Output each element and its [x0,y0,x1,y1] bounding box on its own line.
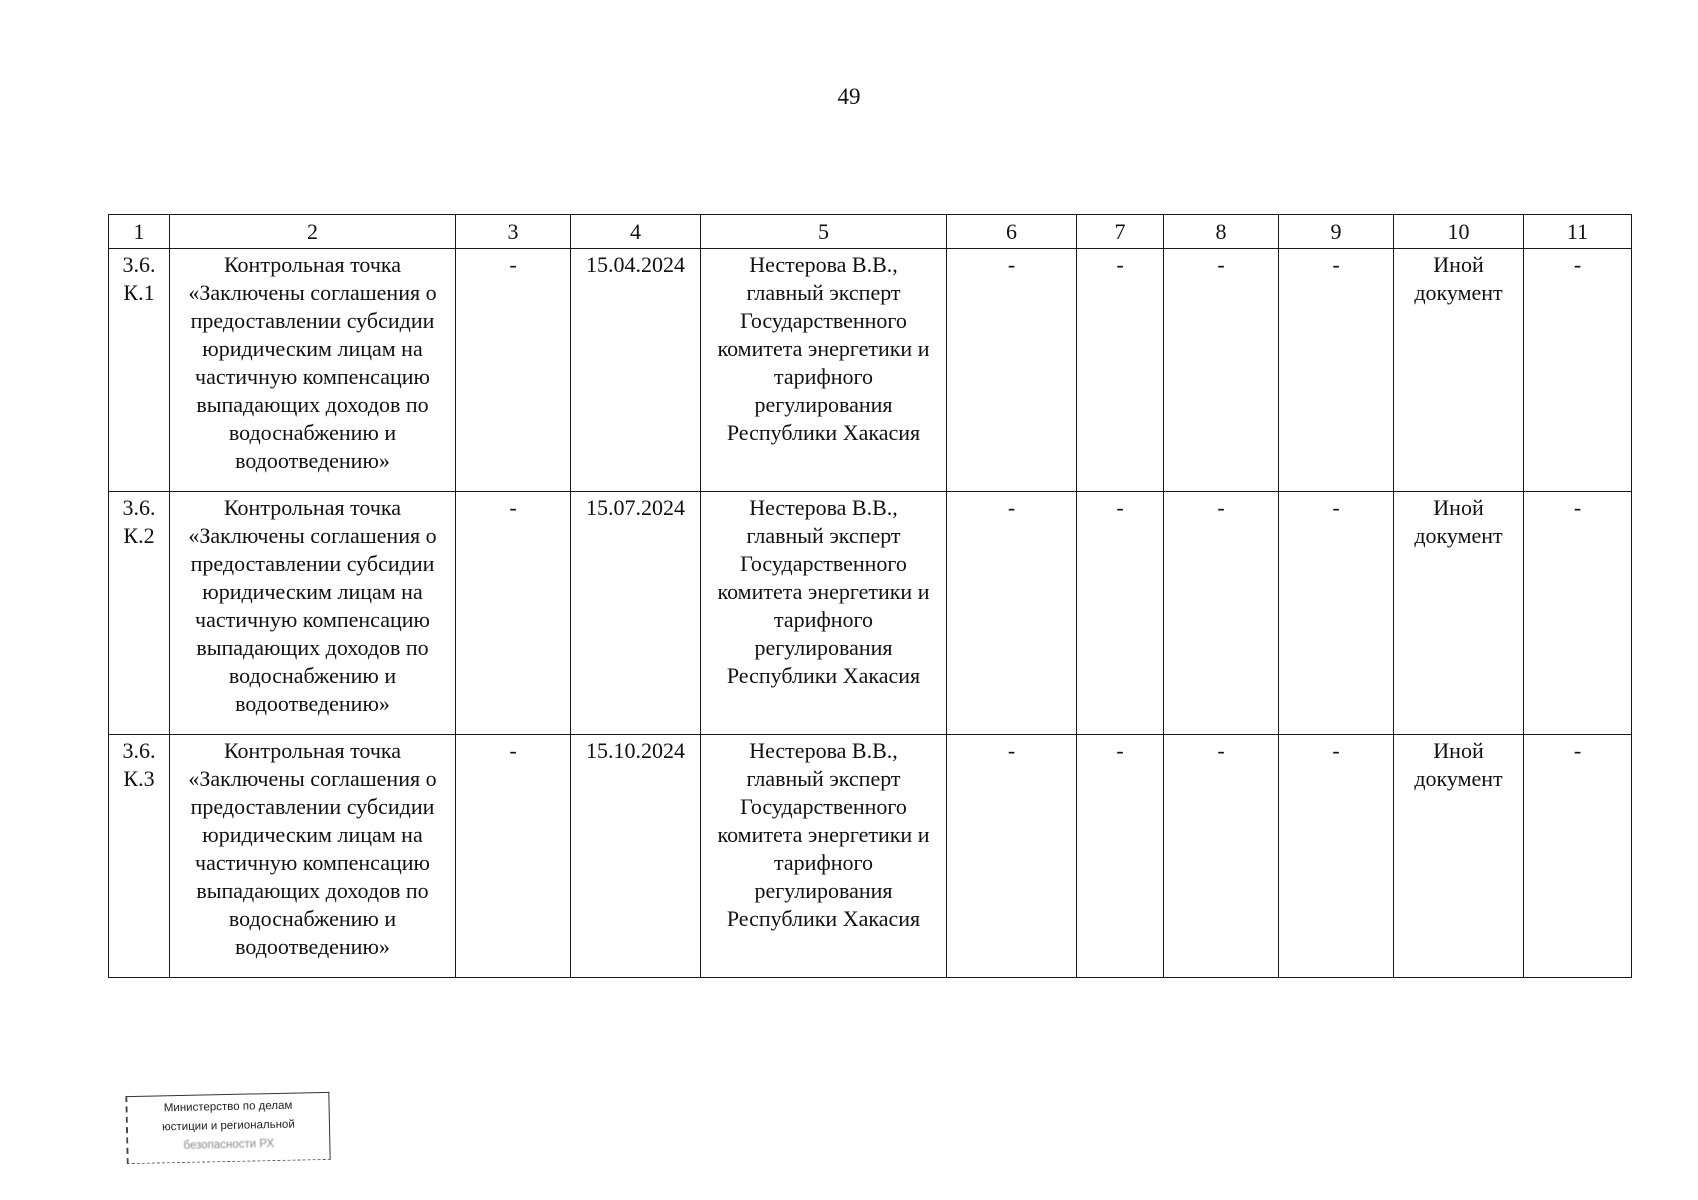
column-6-cell: - [947,249,1077,492]
document-type-cell: Иной документ [1394,249,1524,492]
column-6-cell: - [947,492,1077,735]
control-point-name-cell: Контрольная точка «Заключены соглашения о предоставлении субсидии юридическим лицам на частичную компенсацию выпадающих доходов по водоснабжению и водоотведению» [170,492,456,735]
column-11-cell: - [1524,735,1632,978]
table-header-row [109,215,1632,249]
column-header: 8 [1164,215,1279,249]
column-header: 3 [456,215,571,249]
table-row [109,735,1632,978]
column-header: 2 [170,215,456,249]
column-7-cell: - [1077,735,1164,978]
table-row [109,249,1632,492]
column-header: 6 [947,215,1077,249]
column-11-cell: - [1524,492,1632,735]
document-type-cell: Иной документ [1394,492,1524,735]
column-9-cell: - [1279,735,1394,978]
column-header: 7 [1077,215,1164,249]
control-point-name-cell: Контрольная точка «Заключены соглашения о предоставлении субсидии юридическим лицам на частичную компенсацию выпадающих доходов по водоснабжению и водоотведению» [170,735,456,978]
column-3-cell: - [456,735,571,978]
page-number: 49 [837,84,861,109]
stamp-line: юстиции и региональной [161,1118,295,1134]
responsible-person-cell: Нестерова В.В., главный эксперт Государственного комитета энергетики и тарифного регулирования Республики Хакасия [701,492,947,735]
column-header: 9 [1279,215,1394,249]
column-8-cell: - [1164,249,1279,492]
row-number-cell: 3.6. К.1 [109,249,170,492]
control-points-table [108,214,1632,978]
column-8-cell: - [1164,492,1279,735]
column-header: 4 [571,215,701,249]
column-7-cell: - [1077,492,1164,735]
responsible-person-cell: Нестерова В.В., главный эксперт Государственного комитета энергетики и тарифного регулирования Республики Хакасия [701,249,947,492]
control-point-name-cell: Контрольная точка «Заключены соглашения о предоставлении субсидии юридическим лицам на частичную компенсацию выпадающих доходов по водоснабжению и водоотведению» [170,249,456,492]
responsible-person-cell: Нестерова В.В., главный эксперт Государственного комитета энергетики и тарифного регулирования Республики Хакасия [701,735,947,978]
column-6-cell: - [947,735,1077,978]
deadline-date-cell: 15.10.2024 [571,735,701,978]
column-9-cell: - [1279,249,1394,492]
column-7-cell: - [1077,249,1164,492]
column-header: 1 [109,215,170,249]
row-number-cell: 3.6. К.3 [109,735,170,978]
column-header: 10 [1394,215,1524,249]
column-3-cell: - [456,249,571,492]
stamp-line: безопасности РХ [183,1138,275,1152]
column-9-cell: - [1279,492,1394,735]
column-header: 5 [701,215,947,249]
column-11-cell: - [1524,249,1632,492]
row-number-cell: 3.6. К.2 [109,492,170,735]
registration-stamp [125,1092,330,1164]
table-row [109,492,1632,735]
document-type-cell: Иной документ [1394,735,1524,978]
column-header: 11 [1524,215,1632,249]
column-8-cell: - [1164,735,1279,978]
deadline-date-cell: 15.04.2024 [571,249,701,492]
column-3-cell: - [456,492,571,735]
deadline-date-cell: 15.07.2024 [571,492,701,735]
stamp-line: Министерство по делам [163,1099,293,1115]
